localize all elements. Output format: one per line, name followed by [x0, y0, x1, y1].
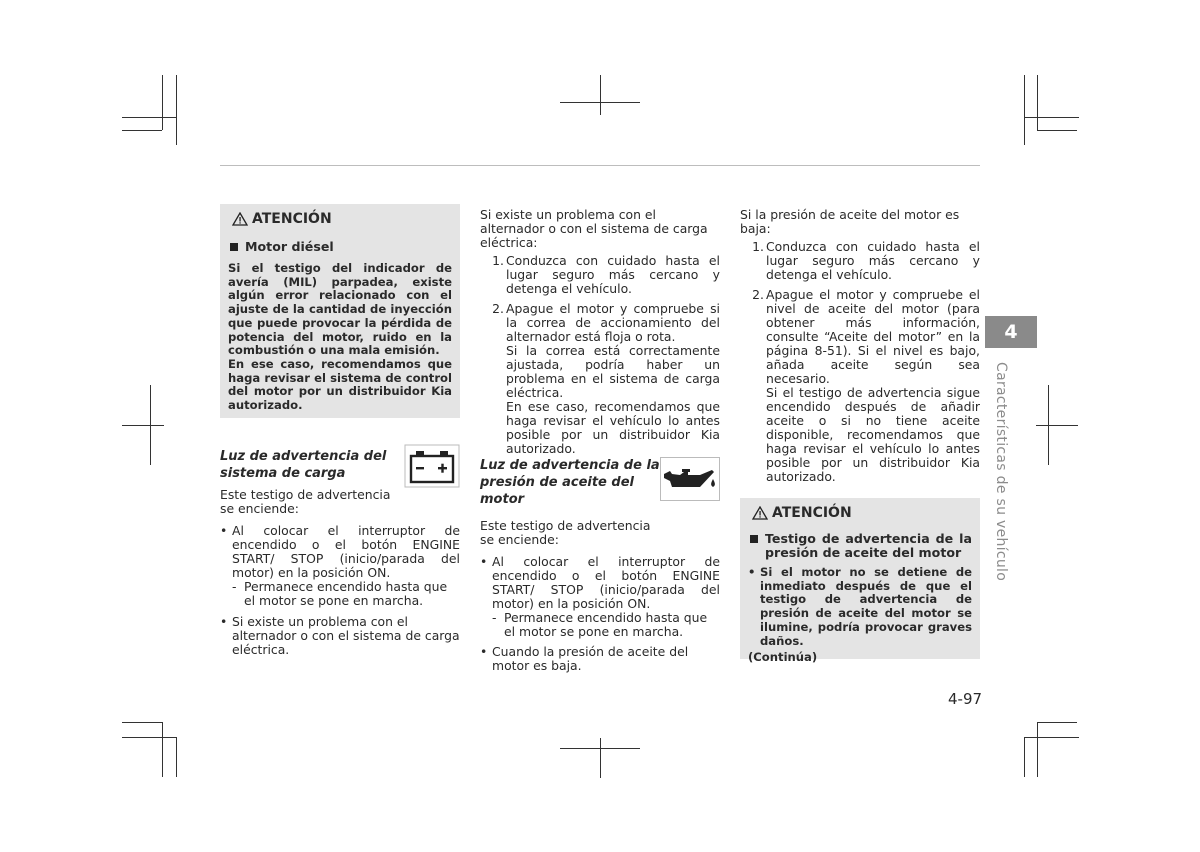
oil-can-icon	[660, 457, 720, 501]
battery-warning-icon	[404, 444, 460, 488]
crop-mark	[1037, 75, 1038, 130]
crop-mark	[1024, 737, 1079, 738]
registration-mark	[600, 738, 601, 778]
section-title: Luz de advertencia del sistema de carga	[220, 449, 387, 481]
registration-mark	[122, 425, 164, 426]
registration-mark	[1036, 425, 1078, 426]
list-subitem: - Permanece encendido hasta que el motor se pone en marcha.	[232, 579, 448, 608]
column-1	[220, 204, 460, 657]
section-oil-pressure	[480, 457, 720, 508]
numbered-step: 2. Apague el motor y compruebe el nivel de aceite del motor (para obtener más información, consulte “Aceite del motor” en la página 8-51). Si el nivel es bajo, añada aceite según sea necesario. Si el testigo de advertencia sigue encendido después de añadir aceite o si no tiene aceite disponible, recomendamos que haga revisar el vehículo lo antes posible por un distribuidor Kia autorizado.	[752, 287, 980, 484]
crop-mark	[1037, 722, 1038, 777]
section-charging	[220, 448, 460, 488]
warning-heading: Testigo de advertencia de la presión de aceite del motor	[748, 532, 972, 560]
crop-mark	[1037, 722, 1077, 723]
intro-paragraph: Si la presión de aceite del motor es baja:	[740, 207, 960, 236]
registration-mark	[150, 385, 151, 465]
crop-mark	[122, 130, 162, 131]
warning-box-oil	[740, 498, 980, 665]
column-2	[480, 208, 720, 673]
warning-title: ATENCIÓN	[232, 212, 452, 226]
crop-mark	[1037, 130, 1077, 131]
square-bullet-icon	[230, 243, 238, 251]
intro-paragraph: Si existe un problema con el alternador o con el sistema de carga eléctrica:	[480, 207, 708, 250]
warning-heading: Motor diésel	[228, 240, 452, 254]
crop-mark	[176, 737, 177, 777]
crop-mark	[122, 737, 177, 738]
registration-mark	[1048, 385, 1049, 465]
warning-triangle-icon	[752, 506, 768, 520]
square-bullet-icon	[750, 535, 758, 543]
warning-bullet: • Si el motor no se detiene de inmediato después de que el testigo de advertencia de presión de aceite del motor se ilumine, podría provocar graves daños.	[748, 565, 972, 648]
warning-box-diesel	[220, 204, 460, 418]
warning-title: ATENCIÓN	[752, 506, 972, 520]
continued-label: (Continúa)	[748, 650, 818, 665]
list-item: • Si existe un problema con el alternador o con el sistema de carga eléctrica.	[220, 614, 460, 657]
crop-mark	[1024, 75, 1025, 145]
crop-mark	[122, 722, 162, 723]
crop-mark	[162, 75, 163, 130]
chapter-title: Características de su vehículo	[993, 362, 1009, 582]
section-title: Luz de advertencia de la presión de aceite del motor	[480, 458, 660, 507]
chapter-tab: 4	[985, 316, 1037, 348]
list-subitem: - Permanece encendido hasta que el motor se pone en marcha.	[492, 610, 708, 639]
column-3	[740, 207, 980, 665]
warning-triangle-icon	[232, 212, 248, 226]
section-intro: Este testigo de advertencia se enciende:	[220, 487, 391, 516]
crop-mark	[176, 75, 177, 145]
crop-mark	[1024, 117, 1079, 118]
crop-mark	[1024, 737, 1025, 777]
warning-paragraph: En ese caso, recomendamos que haga revisar el sistema de control del motor por un distribuidor Kia autorizado.	[228, 356, 452, 413]
numbered-step: 1. Conduzca con cuidado hasta el lugar seguro más cercano y detenga el vehículo.	[752, 239, 980, 282]
warning-paragraph: Si el testigo del indicador de avería (MIL) parpadea, existe algún error relacionado con el ajuste de la cantidad de inyección que puede provocar la pérdida de potencia del motor, ruido en la combustión o una mala emisión.	[228, 261, 452, 358]
numbered-step: 2. Apague el motor y compruebe si la correa de accionamiento del alternador está floja o rota. Si la correa está correctamente ajustada, podría haber un problema en el sistema de carga eléctrica. En ese caso, recomendamos que haga revisar el vehículo lo antes posible por un distribuidor Kia autorizado.	[492, 301, 720, 456]
crop-mark	[162, 722, 163, 777]
list-item: • Al colocar el interruptor de encendido o el botón ENGINE START/ STOP (inicio/parada del motor) en la posición ON.	[220, 523, 460, 580]
list-item: • Al colocar el interruptor de encendido o el botón ENGINE START/ STOP (inicio/parada del motor) en la posición ON.	[480, 554, 720, 611]
crop-mark	[122, 117, 177, 118]
registration-mark	[600, 75, 601, 115]
header-rule	[220, 165, 980, 166]
section-intro: Este testigo de advertencia se enciende:	[480, 518, 651, 547]
page-number: 4-97	[948, 690, 983, 708]
numbered-step: 1. Conduzca con cuidado hasta el lugar seguro más cercano y detenga el vehículo.	[492, 253, 720, 296]
list-item: • Cuando la presión de aceite del motor es baja.	[480, 644, 689, 673]
